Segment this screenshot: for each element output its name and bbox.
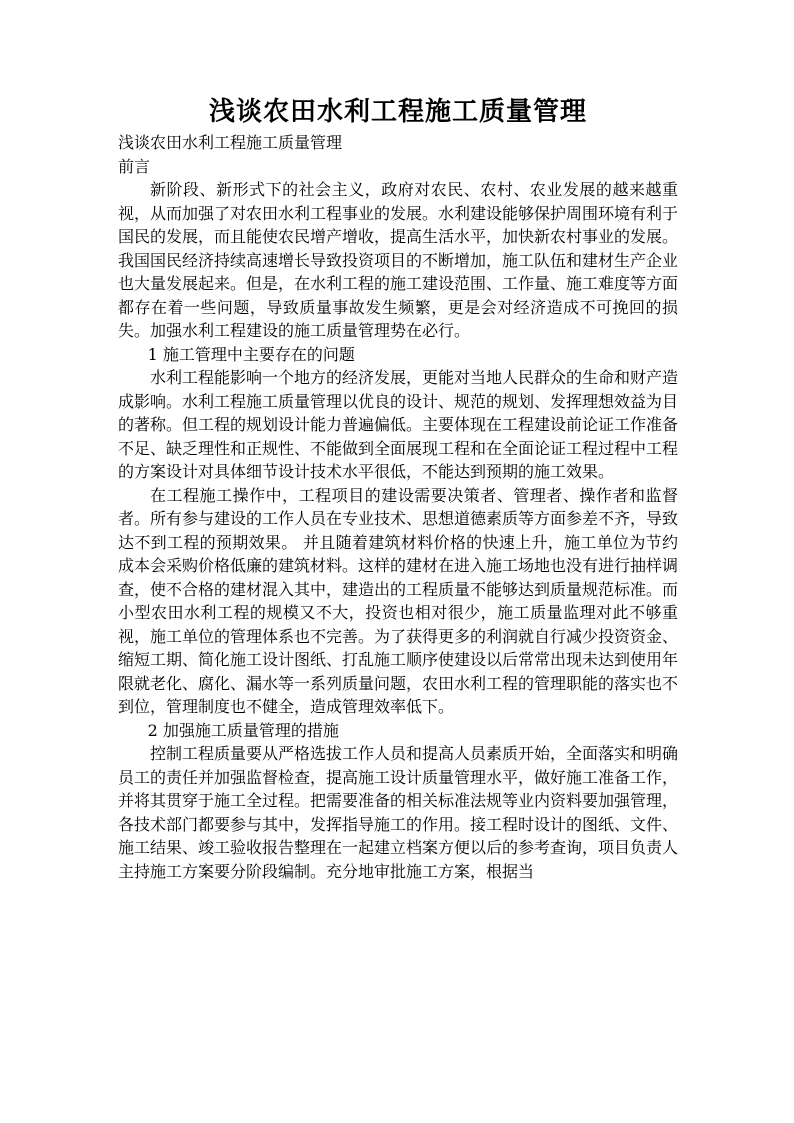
document-title: 浅谈农田水利工程施工质量管理 [208, 97, 587, 127]
paragraph-problems-1: 水利工程能影响一个地方的经济发展，更能对当地人民群众的生命和财产造成影响。水利工程施工质量管理以优良的设计、规范的规划、发挥理想效益为目的著称。但工程的规划设计能力普遍偏低。主要体现在工程建设前论证工作准备不足、缺乏理性和正规性、不能做到全面展现工程和在全面论证工程过程中工程的方案设计对具体细节设计技术水平很低，不能达到预期的施工效果。 [118, 368, 679, 481]
section-heading-problems: 1 施工管理中主要存在的问题 [147, 344, 355, 364]
paragraph-intro: 新阶段、新形式下的社会主义，政府对农民、农村、农业发展的越来越重视，从而加强了对农田水利工程事业的发展。水利建设能够保护周围环境有利于国民的发展，而且能使农民增产增收，提高生活水平，加快新农村事业的发展。我国国民经济持续高速增长导致投资项目的不断增加，施工队伍和建材生产企业也大量发展起来。但是，在水利工程的施工建设范围、工作量、施工难度等方面都存在着一些问题，导致质量事故发生频繁，更是会对经济造成不可挽回的损失。加强水利工程建设的施工质量管理势在必行。 [118, 180, 679, 340]
document-subtitle: 浅谈农田水利工程施工质量管理 [118, 133, 343, 152]
section-heading-intro: 前言 [118, 156, 151, 176]
paragraph-measures-1: 控制工程质量要从严格选拔工作人员和提高人员素质开始，全面落实和明确员工的责任并加强监督检查，提高施工设计质量管理水平，做好施工准备工作，并将其贯穿于施工全过程。把需要准备的相关标准法规等业内资料要加强管理，各技术部门都要参与其中，发挥指导施工的作用。接工程时设计的图纸、文件、施工结果、竣工验收报告整理在一起建立档案方便以后的参考查询，项目负责人主持施工方案要分阶段编制。充分地审批施工方案，根据当 [118, 744, 679, 881]
section-heading-measures: 2 加强施工质量管理的措施 [147, 720, 339, 740]
document-body [118, 131, 678, 883]
paragraph-problems-2: 在工程施工操作中，工程项目的建设需要决策者、管理者、操作者和监督者。所有参与建设的工作人员在专业技术、思想道德素质等方面参差不齐，导致达不到工程的预期效果。 并且随着建筑材料价格的快速上升，施工单位为节约成本会采购价格低廉的建筑材料。这样的建材在进入施工场地也没有进行抽样调查，使不合格的建材混入其中，建造出的工程质量不能够达到质量规范标准。而小型农田水利工程的规模又不大，投资也相对很少，施工质量监理对此不够重视，施工单位的管理体系也不完善。为了获得更多的利润就自行减少投资资金、缩短工期、简化施工设计图纸、打乱施工顺序使建设以后常常出现未达到使用年限就老化、腐化、漏水等一系列质量问题，农田水利工程的管理职能的落实也不到位，管理制度也不健全，造成管理效率低下。 [118, 485, 679, 716]
